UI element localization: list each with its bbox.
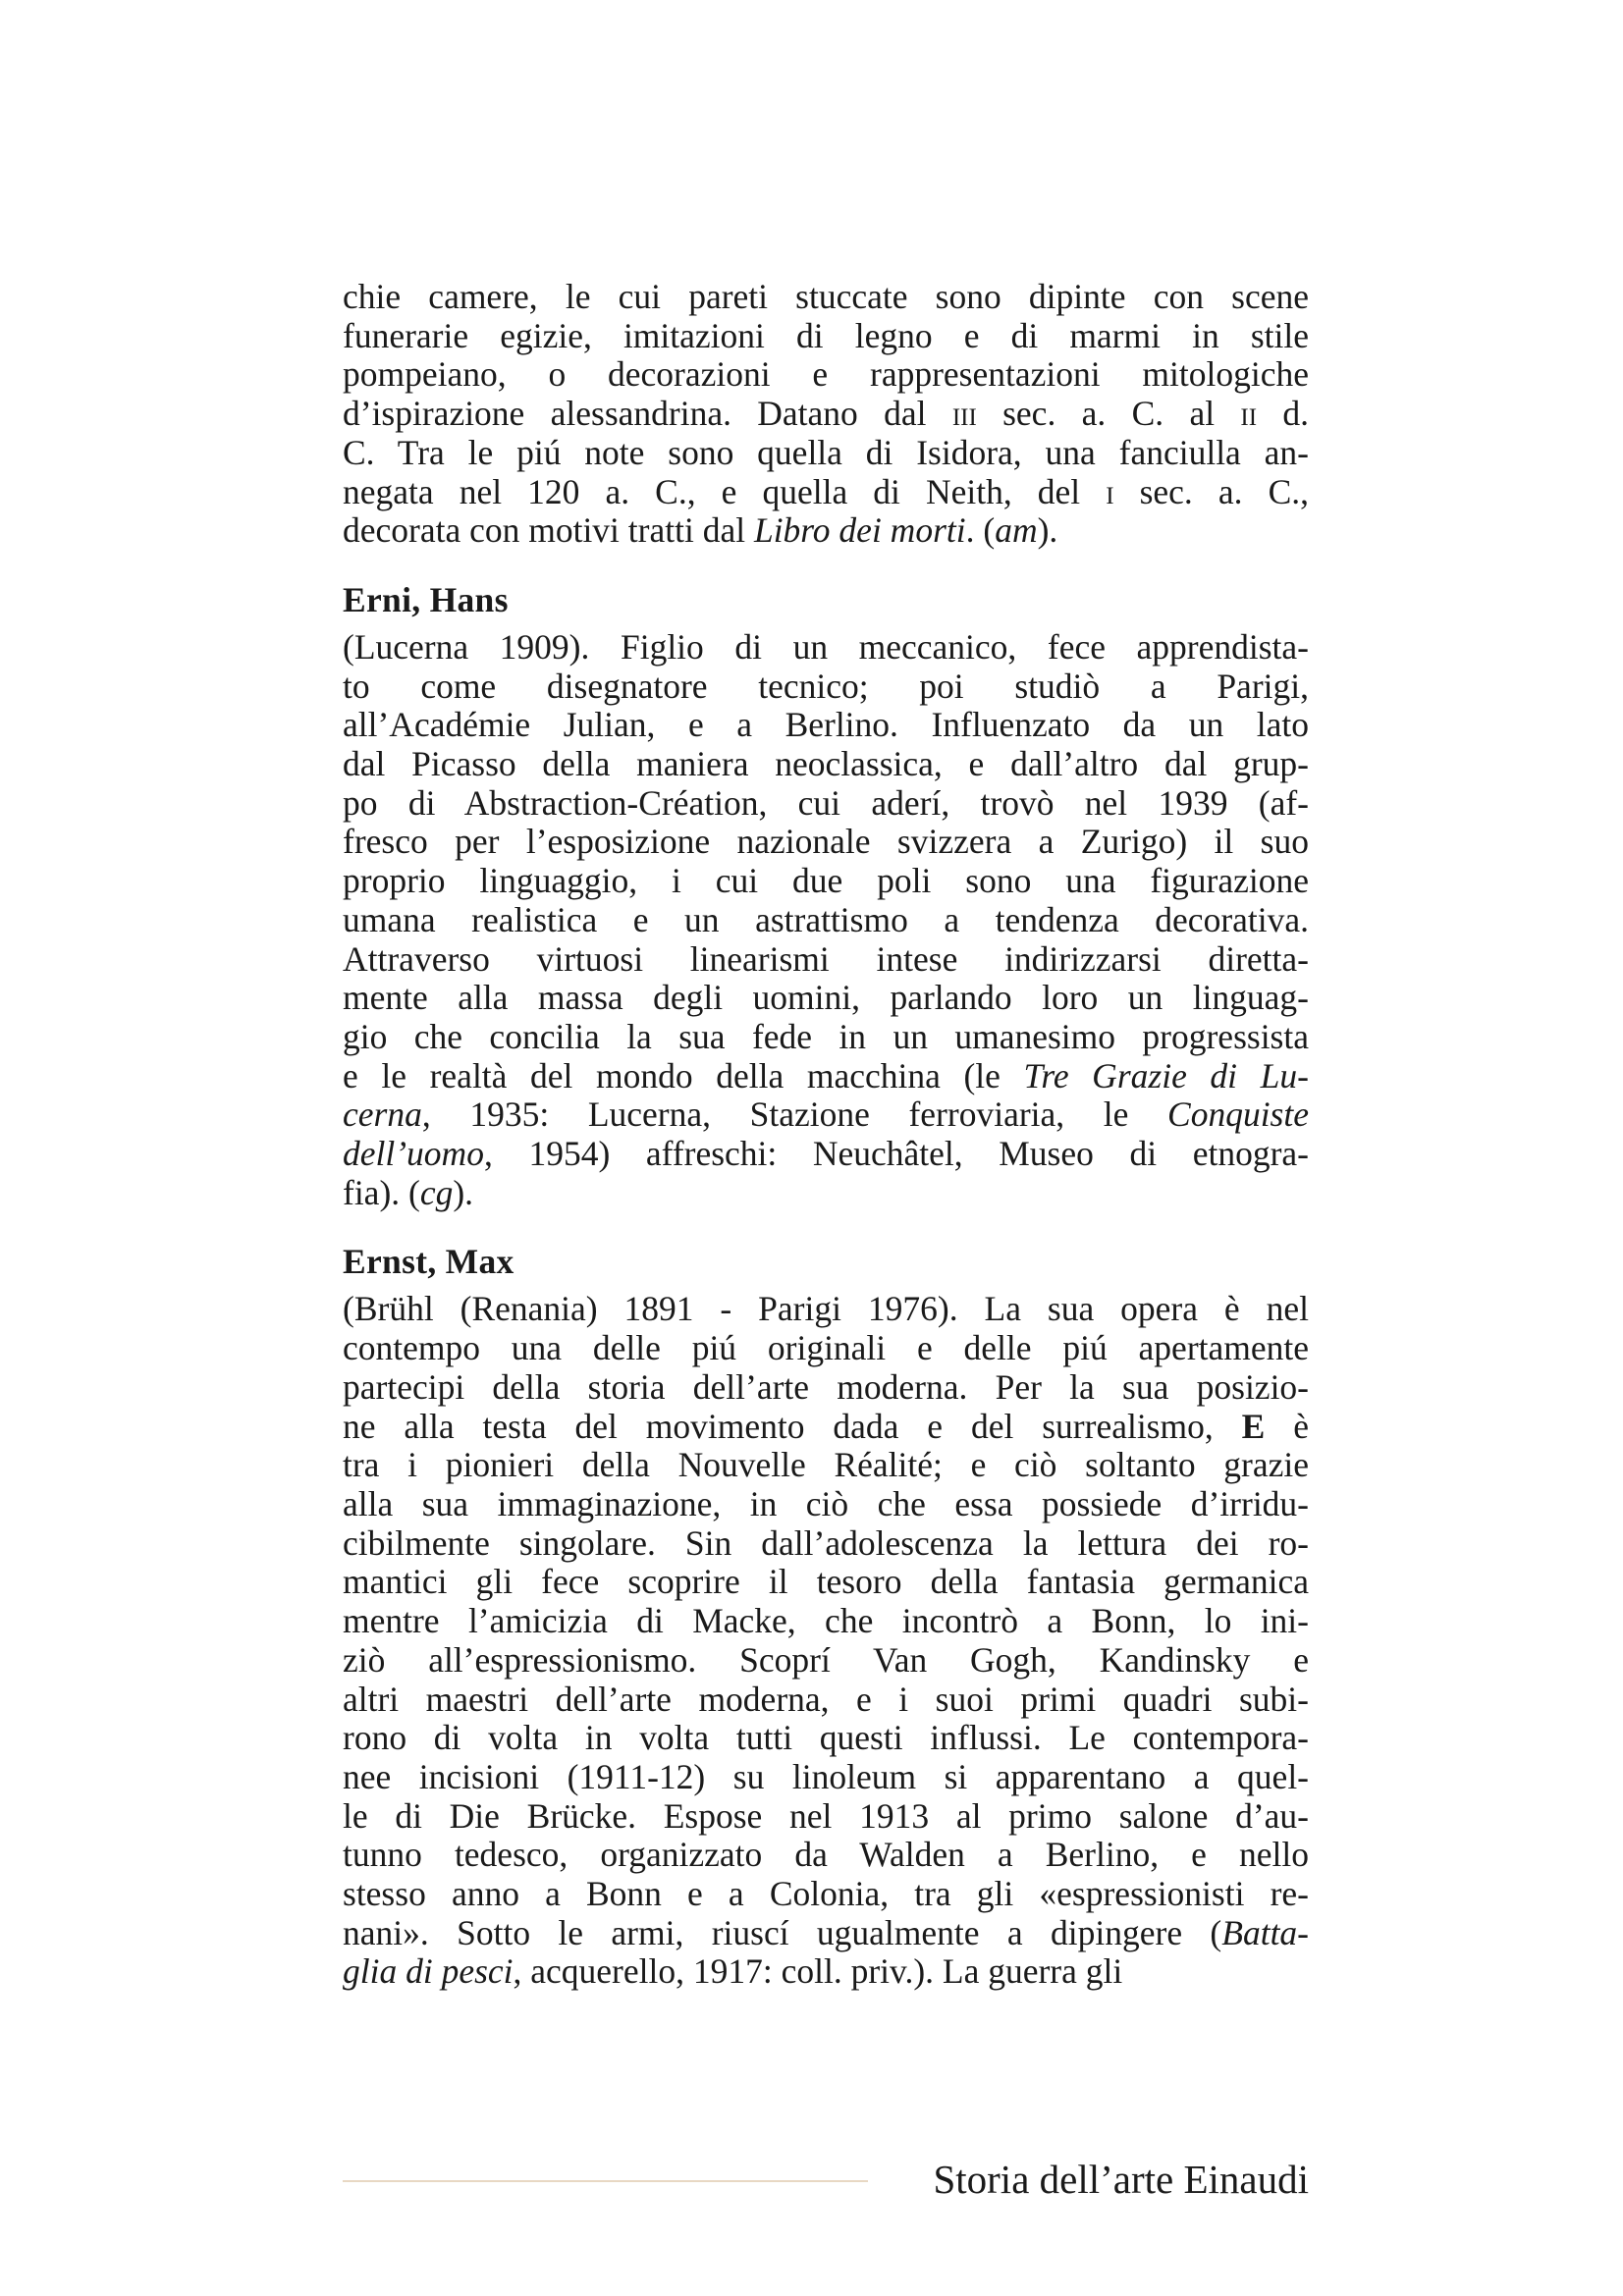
text-line: cerna, 1935: Lucerna, Stazione ferroviaria, le Conquiste bbox=[343, 1095, 1309, 1135]
text-line: (Brühl (Renania) 1891 - Parigi 1976). La sua opera è nel bbox=[343, 1289, 1309, 1329]
text-line: all’Académie Julian, e a Berlino. Influenzato da un lato bbox=[343, 705, 1309, 745]
text-line: nee incisioni (1911-12) su linoleum si apparentano a quel- bbox=[343, 1756, 1309, 1796]
text-line: mentre l’amicizia di Macke, che incontrò a Bonn, lo ini- bbox=[343, 1601, 1309, 1641]
text-line: partecipi della storia dell’arte moderna. Per la sua posizio- bbox=[343, 1366, 1309, 1407]
text-line: nani». Sotto le armi, riuscí ugualmente a dipingere (Batta- bbox=[343, 1912, 1309, 1952]
text-line: glia di pesci, acquerello, 1917: coll. priv.). La guerra gli bbox=[343, 1951, 1123, 1992]
text-line: umana realistica e un astrattismo a tendenza decorativa. bbox=[343, 899, 1309, 939]
text-line: fia). (cg). bbox=[343, 1172, 474, 1212]
text-line: proprio linguaggio, i cui due poli sono una figurazione bbox=[343, 861, 1309, 901]
footer-publisher-label: Storia dell’arte Einaudi bbox=[933, 2157, 1309, 2202]
text-line: ziò all’espressionismo. Scoprí Van Gogh, Kandinsky e bbox=[343, 1639, 1309, 1680]
text-line: gio che concilia la sua fede in un umanesimo progressista bbox=[343, 1016, 1309, 1056]
text-line: dell’uomo, 1954) affreschi: Neuchâtel, Museo di etnogra- bbox=[343, 1134, 1309, 1174]
text-line: le di Die Brücke. Espose nel 1913 al primo salone d’au- bbox=[343, 1795, 1309, 1836]
text-line: po di Abstraction-Création, cui aderí, trovò nel 1939 (af- bbox=[343, 782, 1309, 823]
page-body bbox=[343, 278, 1309, 1992]
text-line: tra i pionieri della Nouvelle Réalité; e ciò soltanto grazie bbox=[343, 1445, 1309, 1485]
text-line: stesso anno a Bonn e a Colonia, tra gli «espressionisti re- bbox=[343, 1874, 1309, 1914]
text-line: decorata con motivi tratti dal Libro dei morti. (am). bbox=[343, 510, 1058, 551]
text-line: mantici gli fece scoprire il tesoro della fantasia germanica bbox=[343, 1562, 1309, 1602]
entry-title-erni: Erni, Hans bbox=[343, 579, 509, 619]
text-line: alla sua immaginazione, in ciò che essa possiede d’irridu- bbox=[343, 1483, 1309, 1523]
text-line: to come disegnatore tecnico; poi studiò a Parigi, bbox=[343, 666, 1309, 706]
text-line: chie camere, le cui pareti stuccate sono dipinte con scene bbox=[343, 277, 1309, 316]
entry-text-ernst bbox=[343, 1290, 1309, 1992]
text-line: e le realtà del mondo della macchina (le Tre Grazie di Lu- bbox=[343, 1055, 1309, 1095]
text-line: dal Picasso della maniera neoclassica, e dall’altro dal grup- bbox=[343, 744, 1309, 784]
footer-rule bbox=[343, 2180, 868, 2182]
text-line: pompeiano, o decorazioni e rappresentazioni mitologiche bbox=[343, 354, 1309, 395]
entry-title-ernst: Ernst, Max bbox=[343, 1242, 514, 1282]
text-line: tunno tedesco, organizzato da Walden a Berlino, e nello bbox=[343, 1835, 1309, 1875]
text-line: negata nel 120 a. C., e quella di Neith, del i sec. a. C., bbox=[343, 471, 1309, 511]
text-line: cibilmente singolare. Sin dall’adolescenza la lettura dei ro- bbox=[343, 1522, 1309, 1563]
entry-text-erni bbox=[343, 628, 1309, 1213]
text-line: (Lucerna 1909). Figlio di un meccanico, fece apprendista- bbox=[343, 626, 1309, 667]
text-line: Attraverso virtuosi linearismi intese indirizzarsi diretta- bbox=[343, 938, 1309, 979]
text-line: fresco per l’esposizione nazionale svizzera a Zurigo) il suo bbox=[343, 822, 1309, 862]
text-line: contempo una delle piú originali e delle piú apertamente bbox=[343, 1328, 1309, 1368]
text-line: C. Tra le piú note sono quella di Isidora, una fanciulla an- bbox=[343, 432, 1309, 472]
page-footer bbox=[343, 2156, 1309, 2203]
text-line: funerarie egizie, imitazioni di legno e di marmi in stile bbox=[343, 315, 1309, 355]
text-line: rono di volta in volta tutti questi influssi. Le contempora- bbox=[343, 1718, 1309, 1758]
text-line: ne alla testa del movimento dada e del surrealismo, E è bbox=[343, 1406, 1309, 1446]
text-line: mente alla massa degli uomini, parlando loro un linguag- bbox=[343, 978, 1309, 1018]
text-line: d’ispirazione alessandrina. Datano dal iii sec. a. C. al ii d. bbox=[343, 394, 1310, 434]
text-line: altri maestri dell’arte moderna, e i suoi primi quadri subi- bbox=[343, 1679, 1309, 1719]
continued-paragraph bbox=[343, 278, 1309, 551]
